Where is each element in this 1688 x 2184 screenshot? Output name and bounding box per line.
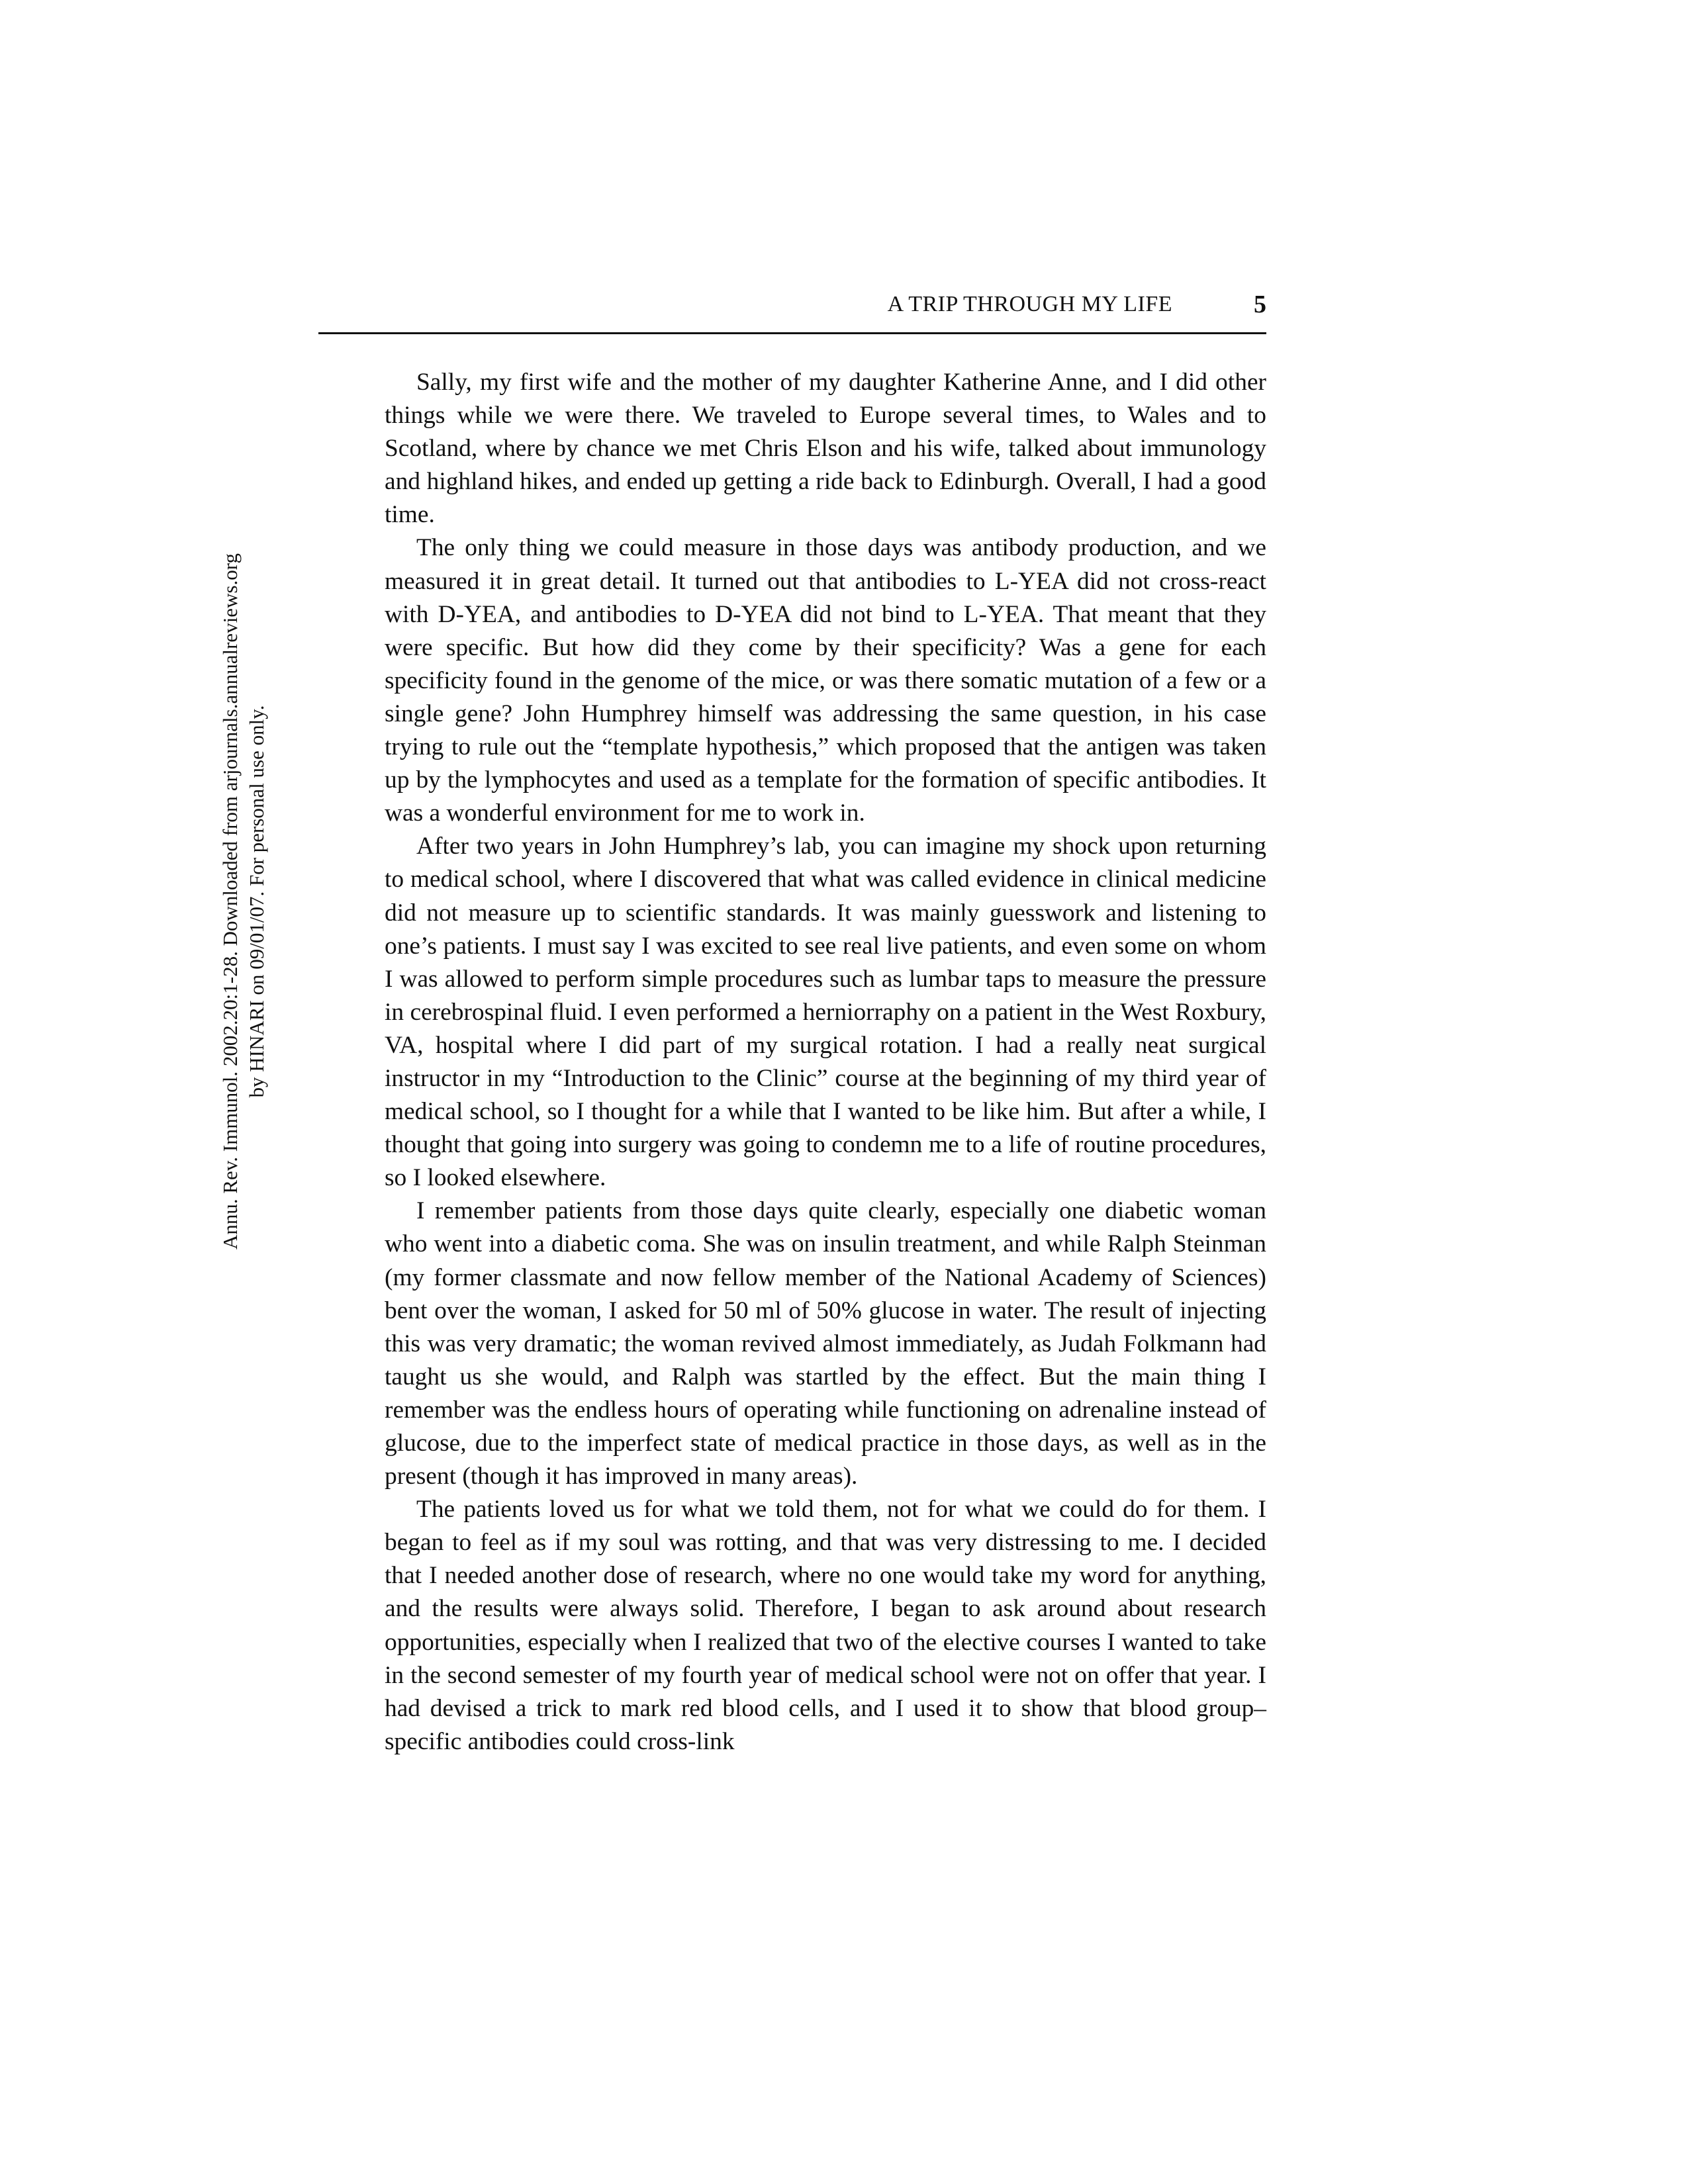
paragraph: After two years in John Humphrey’s lab, you can imagine my shock upon returning to medical school, where I discovered that what was called evidence in clinical medicine did not measure up to scientific standards. It was mainly guesswork and listening to one’s patients. I must say I was excited to see real live patients, and even some on whom I was allowed to perform simple procedures such as lumbar taps to measure the pressure in cerebrospinal fluid. I even performed a herniorraphy on a patient in the West Roxbury, VA, hospital where I did part of my surgical rotation. I had a really neat surgical instructor in my “Introduction to the Clinic” course at the beginning of my third year of medical school, so I thought for a while that I wanted to be like him. But after a while, I thought that going into surgery was going to condemn me to a life of routine procedures, so I looked elsewhere. [385, 833, 1266, 1192]
paragraph: I remember patients from those days quite clearly, especially one diabetic woman who went into a diabetic coma. She was on insulin treatment, and while Ralph Steinman (my former classmate and now fellow member of the National Academy of Sciences) bent over the woman, I asked for 50 ml of 50% glucose in water. The result of injecting this was very dramatic; the woman revived almost immediately, as Judah Folkmann had taught us she would, and Ralph was startled by the effect. But the main thing I remember was the endless hours of operating while functioning on adrenaline instead of glucose, due to the imperfect state of medical practice in those days, as well as in the present (though it has improved in many areas). [385, 1197, 1266, 1490]
paragraph: The only thing we could measure in those days was antibody production, and we measured it in great detail. It turned out that antibodies to L-YEA did not cross-react with D-YEA, and antibodies to D-YEA did not bind to L-YEA. That meant that they were specific. But how did they come by their specificity? Was a gene for each specificity found in the genome of the mice, or was there somatic mutation of a few or a single gene? John Humphrey himself was addressing the same question, in his case trying to rule out the “template hypothesis,” which proposed that the antigen was taken up by the lymphocytes and used as a template for the formation of specific antibodies. It was a wonderful environment for me to work in. [385, 534, 1266, 827]
page-number: 5 [1254, 291, 1266, 318]
download-notice-line-2: by HINARI on 09/01/07. For personal use only. [245, 705, 268, 1098]
paragraph: The patients loved us for what we told them, not for what we could do for them. I began to feel as if my soul was rotting, and that was very distressing to me. I decided that I needed another dose of research, where no one would take my word for anything, and the results were always solid. Therefore, I began to ask around about research opportunities, especially when I realized that two of the elective courses I wanted to take in the second semester of my fourth year of medical school were not on offer that year. I had devised a trick to mark red blood cells, and I used it to show that blood group–specific antibodies could cross-link [385, 1496, 1266, 1755]
download-notice [217, 511, 270, 1292]
download-notice-line-1: Annu. Rev. Immunol. 2002.20:1-28. Downloaded from arjournals.annualreviews.org [218, 553, 242, 1250]
body-text [385, 366, 1266, 1758]
running-title: A TRIP THROUGH MY LIFE [887, 292, 1172, 316]
paragraph: Sally, my first wife and the mother of my daughter Katherine Anne, and I did other things while we were there. We traveled to Europe several times, to Wales and to Scotland, where by chance we met Chris Elson and his wife, talked about immunology and highland hikes, and ended up getting a ride back to Edinburgh. Overall, I had a good time. [385, 369, 1266, 529]
running-header [318, 285, 1266, 334]
